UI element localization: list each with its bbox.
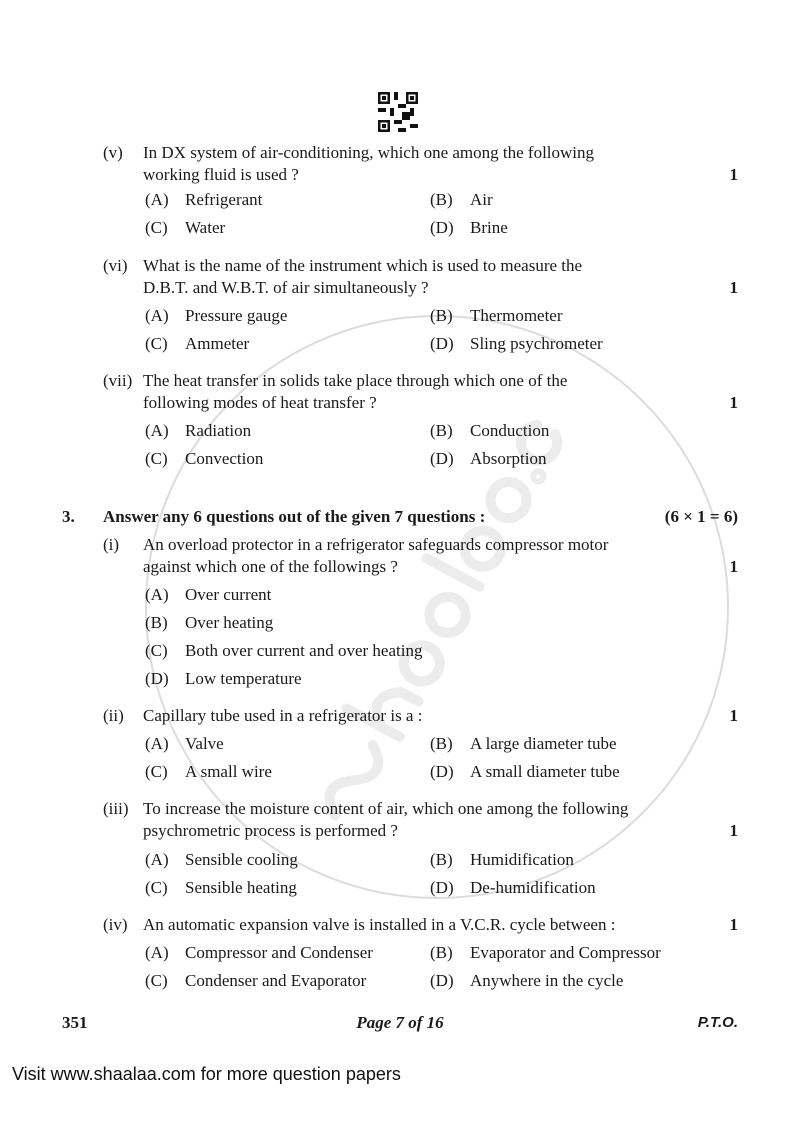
option-label: (A) [145, 421, 169, 440]
option-text: Sensible cooling [185, 850, 298, 869]
question-number: (v) [103, 143, 123, 162]
option-label: (C) [145, 762, 168, 781]
question-text: working fluid is used ? [143, 165, 299, 184]
question-text: Capillary tube used in a refrigerator is a : [143, 706, 423, 725]
option-label: (C) [145, 449, 168, 468]
section-heading: Answer any 6 questions out of the given 7 questions : [103, 507, 486, 526]
option-text: Ammeter [185, 334, 250, 353]
option-text: Air [470, 190, 493, 209]
question-number: (ii) [103, 706, 124, 725]
question-text: following modes of heat transfer ? [143, 393, 377, 412]
option-text: Water [185, 218, 226, 237]
option-text: Conduction [470, 421, 550, 440]
option-text: Anywhere in the cycle [470, 971, 624, 990]
option-label: (A) [145, 734, 169, 753]
option-text: Compressor and Condenser [185, 943, 373, 962]
option-text: Pressure gauge [185, 306, 288, 325]
option-label: (A) [145, 306, 169, 325]
option-text: A small wire [185, 762, 272, 781]
section-marks: (6 × 1 = 6) [664, 507, 738, 526]
option-label: (B) [430, 306, 453, 325]
option-text: Over current [185, 585, 272, 604]
option-label: (C) [145, 971, 168, 990]
option-text: Condenser and Evaporator [185, 971, 367, 990]
option-text: Both over current and over heating [185, 641, 423, 660]
pto-label: P.T.O. [697, 1014, 738, 1031]
question-number: (i) [103, 535, 120, 554]
question-text: The heat transfer in solids take place through which one of the [143, 371, 568, 390]
question-text: In DX system of air-conditioning, which one among the following [143, 143, 595, 162]
option-text: Refrigerant [185, 190, 263, 209]
option-text: Thermometer [470, 306, 563, 325]
question-text: To increase the moisture content of air, which one among the following [143, 799, 629, 818]
option-label: (D) [430, 971, 454, 990]
option-label: (A) [145, 943, 169, 962]
option-text: Valve [185, 734, 224, 753]
section-number: 3. [62, 507, 75, 526]
option-text: Convection [185, 449, 264, 468]
option-label: (D) [430, 218, 454, 237]
option-text: Evaporator and Compressor [470, 943, 661, 962]
question-number: (iv) [103, 915, 128, 934]
option-label: (D) [430, 878, 454, 897]
option-label: (A) [145, 585, 169, 604]
option-label: (C) [145, 641, 168, 660]
paper-code: 351 [62, 1013, 88, 1032]
option-label: (B) [430, 850, 453, 869]
question-marks: 1 [729, 165, 738, 184]
option-label: (D) [145, 669, 169, 688]
question-marks: 1 [729, 706, 738, 725]
option-text: Absorption [470, 449, 547, 468]
option-text: Brine [470, 218, 508, 237]
option-text: A small diameter tube [470, 762, 620, 781]
option-label: (D) [430, 334, 454, 353]
question-text: An overload protector in a refrigerator safeguards compressor motor [143, 535, 609, 554]
option-label: (A) [145, 190, 169, 209]
option-text: Over heating [185, 613, 274, 632]
option-label: (B) [430, 421, 453, 440]
question-text: What is the name of the instrument which is used to measure the [143, 256, 583, 275]
option-text: Sensible heating [185, 878, 297, 897]
option-label: (B) [145, 613, 168, 632]
question-marks: 1 [729, 821, 738, 840]
option-text: A large diameter tube [470, 734, 617, 753]
qr-code-icon [378, 92, 418, 132]
option-label: (C) [145, 334, 168, 353]
option-label: (D) [430, 449, 454, 468]
option-label: (D) [430, 762, 454, 781]
question-text: against which one of the followings ? [143, 557, 398, 576]
question-text: An automatic expansion valve is installed in a V.C.R. cycle between : [143, 915, 616, 934]
option-label: (B) [430, 734, 453, 753]
option-label: (A) [145, 850, 169, 869]
question-marks: 1 [729, 278, 738, 297]
bottom-link[interactable]: Visit www.shaalaa.com for more question papers [12, 1064, 401, 1084]
option-text: Sling psychrometer [470, 334, 603, 353]
question-marks: 1 [729, 557, 738, 576]
option-text: De-humidification [470, 878, 596, 897]
question-number: (vi) [103, 256, 128, 275]
question-text: psychrometric process is performed ? [143, 821, 398, 840]
question-number: (vii) [103, 371, 133, 390]
question-marks: 1 [729, 915, 738, 934]
page-number: Page 7 of 16 [356, 1013, 444, 1032]
question-marks: 1 [729, 393, 738, 412]
option-label: (C) [145, 878, 168, 897]
question-number: (iii) [103, 799, 129, 818]
option-text: Low temperature [185, 669, 302, 688]
option-text: Radiation [185, 421, 252, 440]
option-label: (C) [145, 218, 168, 237]
option-text: Humidification [470, 850, 574, 869]
option-label: (B) [430, 943, 453, 962]
question-text: D.B.T. and W.B.T. of air simultaneously ? [143, 278, 429, 297]
option-label: (B) [430, 190, 453, 209]
